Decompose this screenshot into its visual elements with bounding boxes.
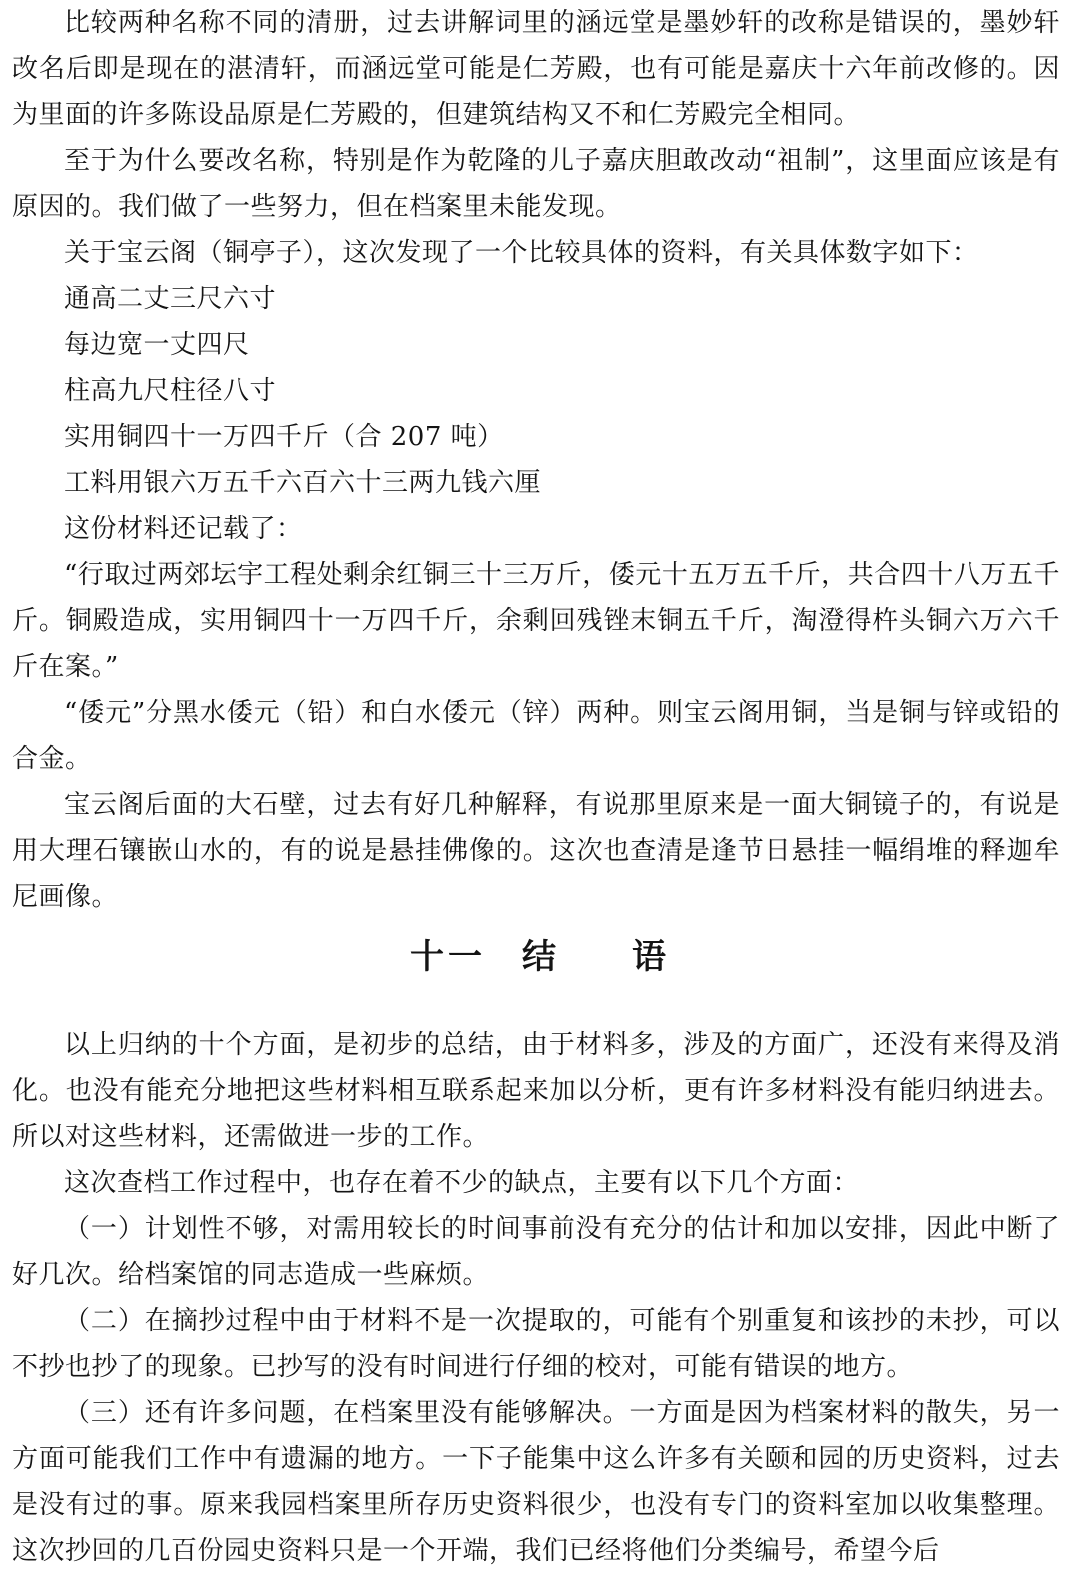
- paragraph-point-1: （一）计划性不够，对需用较长的时间事前没有充分的估计和加以安排，因此中断了好几次。给档案馆的同志造成一些麻烦。: [12, 1214, 1060, 1290]
- list-item-silver: 工料用银六万五千六百六十三两九钱六厘: [64, 468, 542, 498]
- paragraph-2: 至于为什么要改名称，特别是作为乾隆的儿子嘉庆胆敢改动“祖制”，这里面应该是有原因的。我们做了一些努力，但在档案里未能发现。: [12, 146, 1060, 222]
- paragraph-quote: “行取过两郊坛宇工程处剩余红铜三十三万斤，倭元十五万五千斤，共合四十八万五千斤。铜殿造成，实用铜四十一万四千斤，余剩回残锉末铜五千斤，淘澄得杵头铜六万六千斤在案。”: [12, 560, 1060, 682]
- list-item-record-intro: 这份材料还记载了：: [64, 514, 303, 544]
- paragraph-summary: 以上归纳的十个方面，是初步的总结，由于材料多，涉及的方面广，还没有来得及消化。也没有能充分地把这些材料相互联系起来加以分析，更有许多材料没有能归纳进去。所以对这些材料，还需做进一步的工作。: [12, 1030, 1060, 1152]
- list-item-width: 每边宽一丈四尺: [64, 330, 250, 360]
- paragraph-stone-wall: 宝云阁后面的大石壁，过去有好几种解释，有说那里原来是一面大铜镜子的，有说是用大理石镶嵌山水的，有的说是悬挂佛像的。这次也查清是逢节日悬挂一幅绢堆的释迦牟尼画像。: [12, 790, 1060, 912]
- list-item-height: 通高二丈三尺六寸: [64, 284, 277, 314]
- paragraph-point-2: （二）在摘抄过程中由于材料不是一次提取的，可能有个别重复和该抄的未抄，可以不抄也抄了的现象。已抄写的没有时间进行仔细的校对，可能有错误的地方。: [12, 1306, 1060, 1382]
- heading-word-1: 结: [522, 937, 560, 977]
- heading-number: 十一: [410, 937, 486, 977]
- heading-word-2: 语: [632, 937, 670, 977]
- section-2-conclusion: [0, 1022, 1080, 1574]
- paragraph-shortcomings-intro: 这次查档工作过程中，也存在着不少的缺点，主要有以下几个方面：: [64, 1168, 860, 1198]
- list-item-copper: 实用铜四十一万四千斤（合 207 吨）: [64, 422, 504, 452]
- list-item-column: 柱高九尺柱径八寸: [64, 376, 277, 406]
- paragraph-3: 关于宝云阁（铜亭子），这次发现了一个比较具体的资料，有关具体数字如下：: [64, 238, 979, 268]
- paragraph-1: 比较两种名称不同的清册，过去讲解词里的涵远堂是墨妙轩的改称是错误的，墨妙轩改名后即是现在的湛清轩，而涵远堂可能是仁芳殿，也有可能是嘉庆十六年前改修的。因为里面的许多陈设品原是仁芳殿的，但建筑结构又不和仁芳殿完全相同。: [12, 8, 1060, 130]
- paragraph-woyuan: “倭元”分黑水倭元（铅）和白水倭元（锌）两种。则宝云阁用铜，当是铜与锌或铅的合金。: [12, 698, 1060, 774]
- section-heading: [0, 932, 1080, 982]
- paragraph-point-3: （三）还有许多问题，在档案里没有能够解决。一方面是因为档案材料的散失，另一方面可能我们工作中有遗漏的地方。一下子能集中这么许多有关颐和园的历史资料，过去是没有过的事。原来我园档案里所存历史资料很少，也没有专门的资料室加以收集整理。这次抄回的几百份园史资料只是一个开端，我们已经将他们分类编号，希望今后: [12, 1398, 1060, 1566]
